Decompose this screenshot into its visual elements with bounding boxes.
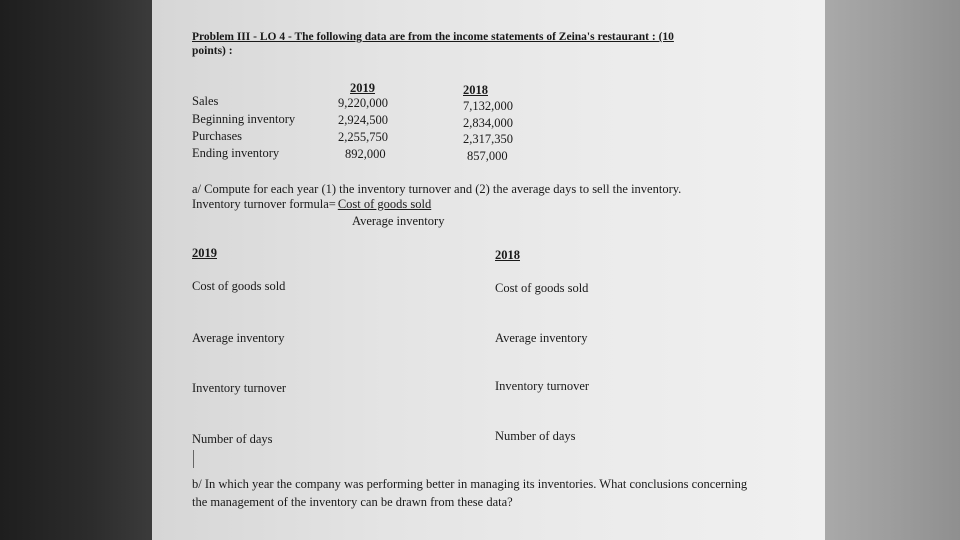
row-label-beginning-inventory: Beginning inventory	[192, 112, 296, 126]
formula-label	[192, 198, 431, 211]
question-b-line1: b/ In which year the company was performing better in managing its inventories. What conclusions concerning	[192, 477, 748, 491]
col-header-2018: 2018	[463, 83, 488, 97]
question-b-line2: the management of the inventory can be drawn from these data?	[192, 495, 513, 509]
row-label-purchases: Purchases	[192, 129, 242, 143]
answer-header-2018: 2018	[495, 248, 520, 262]
answer-2019-days: Number of days	[192, 432, 273, 446]
answer-2018-days: Number of days	[495, 429, 576, 443]
row-label-ending-inventory: Ending inventory	[192, 146, 280, 160]
formula-prefix: Inventory turnover formula=	[192, 197, 336, 211]
value-2019-purchases: 2,255,750	[338, 130, 388, 144]
col-header-2019: 2019	[350, 81, 375, 95]
value-2018-beginning-inventory: 2,834,000	[463, 116, 513, 130]
row-label-sales: Sales	[192, 94, 219, 108]
answer-2019-avg-inventory: Average inventory	[192, 331, 285, 345]
monitor-bezel-right	[825, 0, 960, 540]
value-2018-sales: 7,132,000	[463, 99, 513, 113]
problem-title-line2: points) :	[192, 45, 233, 57]
formula-denominator: Average inventory	[352, 214, 445, 228]
document-page	[152, 0, 825, 540]
value-2018-purchases: 2,317,350	[463, 132, 513, 146]
value-2019-ending-inventory: 892,000	[345, 147, 386, 161]
problem-title-line1: Problem III - LO 4 - The following data are from the income statements of Zeina's restaurant : (10	[192, 31, 674, 43]
value-2019-sales: 9,220,000	[338, 96, 388, 110]
value-2019-beginning-inventory: 2,924,500	[338, 113, 388, 127]
value-2018-ending-inventory: 857,000	[467, 149, 508, 163]
answer-2018-turnover: Inventory turnover	[495, 379, 590, 393]
question-a-text: a/ Compute for each year (1) the inventory turnover and (2) the average days to sell the inventory.	[192, 182, 682, 196]
monitor-bezel-left	[0, 0, 152, 540]
text-cursor	[193, 450, 194, 468]
answer-2019-turnover: Inventory turnover	[192, 381, 287, 395]
formula-numerator: Cost of goods sold	[337, 197, 432, 211]
answer-2018-avg-inventory: Average inventory	[495, 331, 588, 345]
answer-2018-cogs: Cost of goods sold	[495, 281, 589, 295]
answer-header-2019: 2019	[192, 246, 217, 260]
answer-2019-cogs: Cost of goods sold	[192, 279, 286, 293]
